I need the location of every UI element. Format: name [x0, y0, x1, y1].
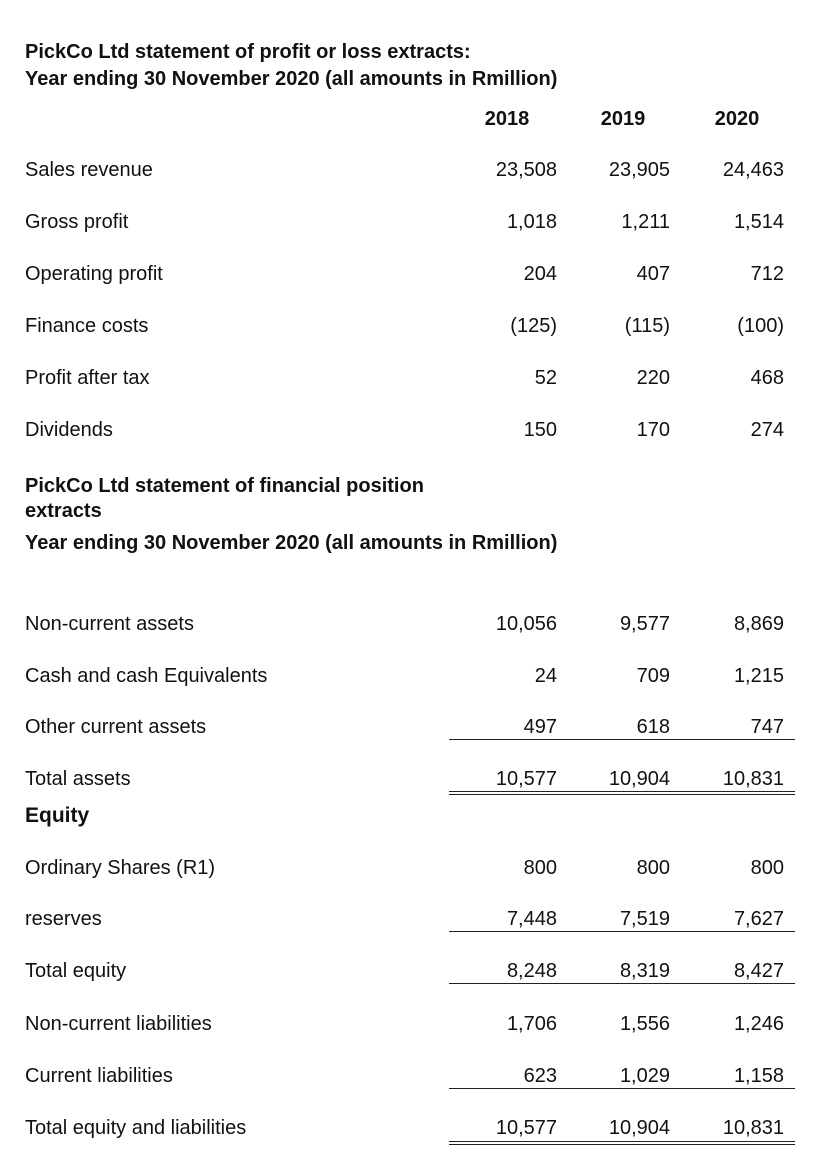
- pl-row-value: 407: [636, 263, 670, 285]
- bs-row-value: 747: [750, 716, 784, 738]
- pl-row-label: Operating profit: [25, 263, 163, 285]
- subtotal-rule: [449, 1088, 795, 1089]
- bs-row-value: 7,448: [506, 908, 557, 930]
- pl-row-value: 274: [750, 419, 784, 441]
- bs-row-value: 497: [523, 716, 557, 738]
- bs-row-value: 1,029: [619, 1065, 670, 1087]
- bs-title-cont: extracts: [25, 500, 102, 522]
- bs-row-value: 10,904: [608, 1117, 670, 1139]
- bs-row-value: 623: [523, 1065, 557, 1087]
- bs-row-value: 10,831: [722, 768, 784, 790]
- bs-row-value: 8,248: [506, 960, 557, 982]
- pl-row-label: Profit after tax: [25, 367, 150, 389]
- bs-row-value: 800: [636, 857, 670, 879]
- pl-row-value: (100): [737, 315, 784, 337]
- bs-row-label: Cash and cash Equivalents: [25, 665, 268, 687]
- pl-row-value: 468: [750, 367, 784, 389]
- pl-row-value: (125): [510, 315, 557, 337]
- bs-row-label: Total equity: [25, 960, 127, 982]
- bs-row-value: 1,706: [506, 1013, 557, 1035]
- bs-row-label: Total assets: [25, 768, 131, 790]
- pl-row-value: 23,508: [495, 159, 557, 181]
- bs-row-label: Total equity and liabilities: [25, 1117, 247, 1139]
- pl-row-label: Finance costs: [25, 315, 149, 337]
- pl-row-value: 204: [523, 263, 557, 285]
- bs-row-value: 10,577: [495, 768, 557, 790]
- bs-row-label: Non-current liabilities: [25, 1013, 212, 1035]
- bs-row-label: Non-current assets: [25, 613, 194, 635]
- bs-row-label: Ordinary Shares (R1): [25, 857, 216, 879]
- pl-row-value: 23,905: [608, 159, 670, 181]
- bs-row-value: 8,427: [733, 960, 784, 982]
- bs-row-value: 8,319: [619, 960, 670, 982]
- pl-row-value: 24,463: [722, 159, 784, 181]
- bs-row-value: 618: [636, 716, 670, 738]
- year-header-2018: 2018: [484, 108, 530, 130]
- bs-row-value: 10,577: [495, 1117, 557, 1139]
- bs-row-value: 1,215: [733, 665, 784, 687]
- bs-row-value: 9,577: [619, 613, 670, 635]
- pl-row-label: Dividends: [25, 419, 113, 441]
- total-double-rule: [449, 791, 795, 795]
- bs-row-value: 800: [750, 857, 784, 879]
- pl-title: PickCo Ltd statement of profit or loss extracts:: [25, 41, 471, 63]
- pl-row-value: 1,211: [621, 211, 670, 233]
- pl-row-value: 170: [636, 419, 670, 441]
- bs-row-label: Other current assets: [25, 716, 207, 738]
- pl-row-value: 52: [534, 367, 557, 389]
- pl-row-value: 1,018: [506, 211, 557, 233]
- year-header-2020: 2020: [714, 108, 760, 130]
- pl-row-value: (115): [624, 315, 670, 337]
- bs-row-value: 10,056: [495, 613, 557, 635]
- bs-row-value: 7,519: [619, 908, 670, 930]
- pl-subtitle: Year ending 30 November 2020 (all amounts in Rmillion): [25, 68, 558, 90]
- subtotal-rule: [449, 739, 795, 740]
- bs-row-value: 24: [534, 665, 557, 687]
- bs-row-label: Current liabilities: [25, 1065, 173, 1087]
- bs-row-label: reserves: [25, 908, 102, 930]
- bs-row-value: 1,246: [733, 1013, 784, 1035]
- total-double-rule: [449, 1141, 795, 1145]
- bs-row-value: 10,904: [608, 768, 670, 790]
- bs-row-value: 800: [523, 857, 557, 879]
- pl-row-label: Gross profit: [25, 211, 129, 233]
- bs-row-value: 7,627: [733, 908, 784, 930]
- subtotal-rule: [449, 931, 795, 932]
- subtotal-rule: [449, 983, 795, 984]
- pl-row-value: 150: [523, 419, 557, 441]
- bs-row-value: 1,158: [733, 1065, 784, 1087]
- pl-row-value: 220: [636, 367, 670, 389]
- equity-heading: Equity: [25, 804, 90, 827]
- bs-subtitle: Year ending 30 November 2020 (all amounts in Rmillion): [25, 532, 558, 554]
- bs-row-value: 1,556: [619, 1013, 670, 1035]
- pl-row-label: Sales revenue: [25, 159, 153, 181]
- bs-title: PickCo Ltd statement of financial position: [25, 475, 424, 497]
- pl-row-value: 1,514: [733, 211, 784, 233]
- pl-row-value: 712: [750, 263, 784, 285]
- bs-row-value: 10,831: [722, 1117, 784, 1139]
- bs-row-value: 709: [636, 665, 670, 687]
- bs-row-value: 8,869: [733, 613, 784, 635]
- year-header-2019: 2019: [600, 108, 646, 130]
